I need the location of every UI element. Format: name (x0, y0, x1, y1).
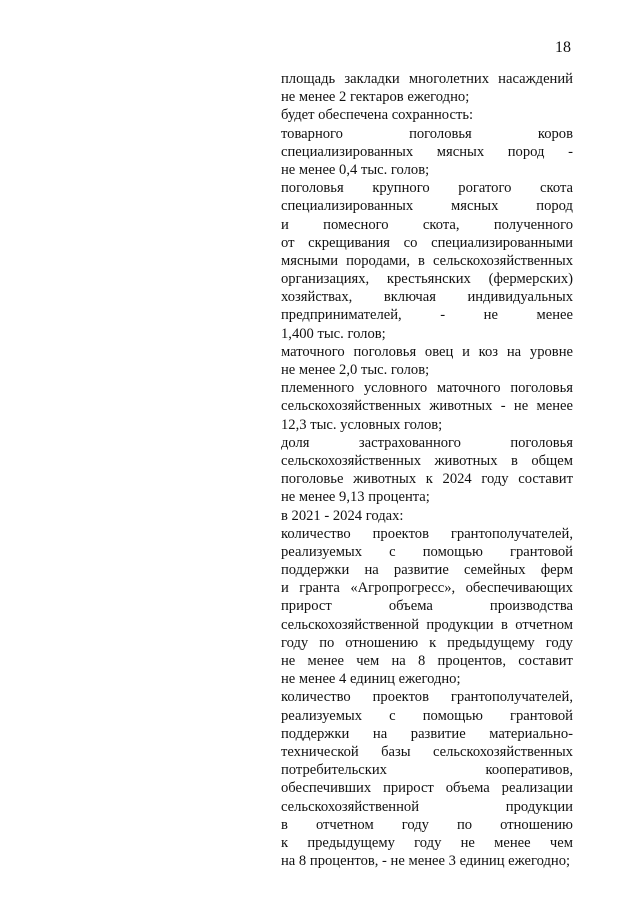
text-line: прирост объема производства (281, 598, 573, 615)
text-line: предпринимателей, - не менее (281, 307, 573, 324)
paragraph (281, 379, 573, 434)
text-line: 1,400 тыс. голов; (281, 325, 386, 342)
text-line: сельскохозяйственных животных в общем (281, 452, 573, 469)
text-line: товарного поголовья коров (281, 125, 573, 142)
text-line: реализуемых с помощью грантовой (281, 707, 573, 724)
text-line: сельскохозяйственной продукции (281, 798, 573, 815)
text-line: специализированных мясных пород - (281, 143, 573, 160)
text-line: поголовье животных к 2024 году составит (281, 471, 573, 488)
paragraph (281, 179, 573, 343)
text-line: сельскохозяйственных животных - не менее (281, 398, 573, 415)
text-line: маточного поголовья овец и коз на уровне (281, 343, 573, 360)
text-line: реализуемых с помощью грантовой (281, 543, 573, 560)
text-line: количество проектов грантополучателей, (281, 689, 573, 706)
text-line: доля застрахованного поголовья (281, 434, 573, 451)
paragraph (281, 434, 573, 507)
text-line: не менее 2,0 тыс. голов; (281, 362, 430, 378)
text-line: не менее чем на 8 процентов, составит (281, 653, 573, 669)
text-line: специализированных мясных пород (281, 198, 573, 215)
paragraph (281, 70, 573, 106)
text-line: племенного условного маточного поголовья (281, 380, 573, 397)
text-line: поддержки на развитие материально- (281, 725, 573, 742)
text-line: технической базы сельскохозяйственных (281, 743, 573, 760)
text-line: не менее 0,4 тыс. голов; (281, 161, 430, 178)
paragraph (281, 507, 573, 525)
text-line: не менее 9,13 процента; (281, 489, 430, 506)
text-line: поголовья крупного рогатого скота (281, 180, 573, 197)
text-line: не менее 4 единиц ежегодно; (281, 671, 461, 688)
text-line: сельскохозяйственной продукции в отчетном (281, 616, 573, 633)
text-line: потребительских кооперативов, (281, 762, 573, 779)
text-line: организациях, крестьянских (фермерских) (281, 271, 573, 288)
text-line: на 8 процентов, - не менее 3 единиц ежегодно; (281, 853, 571, 870)
text-line: в 2021 - 2024 годах: (281, 507, 404, 524)
text-line: не менее 2 гектаров ежегодно; (281, 89, 470, 106)
text-line: и помесного скота, полученного (281, 216, 573, 233)
paragraph (281, 688, 573, 870)
paragraph (281, 125, 573, 180)
text-column (281, 70, 573, 870)
text-line: в отчетном году по отношению (281, 816, 573, 833)
paragraph (281, 525, 573, 689)
paragraph (281, 106, 573, 124)
text-line: от скрещивания со специализированными (281, 234, 573, 251)
text-line: и гранта «Агропрогресс», обеспечивающих (281, 580, 573, 597)
text-line: будет обеспечена сохранность: (281, 107, 474, 124)
text-line: мясными породами, в сельскохозяйственных (281, 252, 573, 269)
text-line: году по отношению к предыдущему году (281, 634, 573, 651)
text-line: к предыдущему году не менее чем (281, 834, 573, 851)
text-line: 12,3 тыс. условных голов; (281, 416, 443, 433)
text-line: обеспечивших прирост объема реализации (281, 780, 573, 797)
text-line: хозяйствах, включая индивидуальных (281, 289, 573, 306)
text-line: поддержки на развитие семейных ферм (281, 562, 573, 579)
page-number: 18 (555, 39, 571, 56)
text-line: количество проектов грантополучателей, (281, 525, 573, 542)
text-line: площадь закладки многолетних насаждений (281, 71, 573, 87)
paragraph (281, 343, 573, 379)
